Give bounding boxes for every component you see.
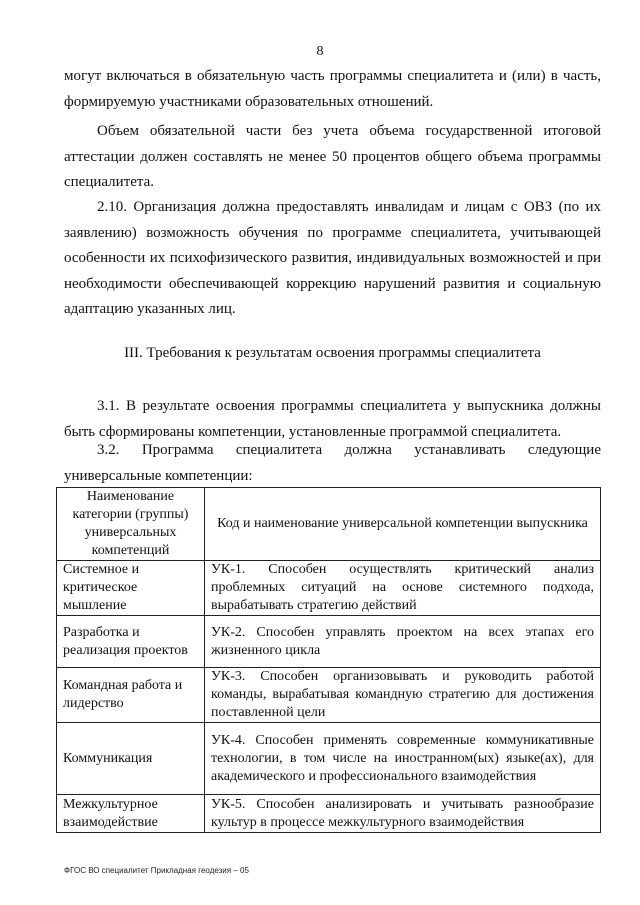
- row-competency: УК-5. Способен анализировать и учитывать разнообразие культур в процессе межкультурного взаимодействия: [205, 795, 601, 833]
- row-category: Командная работа и лидерство: [57, 668, 205, 723]
- row-category: Межкультурное взаимодействие: [57, 795, 205, 833]
- table-row: [57, 723, 601, 795]
- row-competency: УК-1. Способен осуществлять критический анализ проблемных ситуаций на основе системного подхода, вырабатывать стратегию действий: [205, 561, 601, 616]
- row-category: Системное и критическое мышление: [57, 561, 205, 616]
- table-header-row: [57, 488, 601, 561]
- competencies-table: [56, 487, 601, 833]
- row-competency: УК-2. Способен управлять проектом на всех этапах его жизненного цикла: [205, 616, 601, 668]
- page-number: 8: [316, 44, 324, 59]
- header-code: Код и наименование универсальной компетенции выпускника: [205, 488, 601, 561]
- row-competency: УК-3. Способен организовывать и руководить работой команды, вырабатывая командную стратегию для достижения поставленной цели: [205, 668, 601, 723]
- paragraph-continuation: могут включаться в обязательную часть программы специалитета и (или) в часть, формируемую участниками образовательных отношений.: [64, 68, 601, 110]
- table-row: [57, 795, 601, 833]
- page-footer: ФГОС ВО специалитет Прикладная геодезия – 05: [64, 866, 249, 875]
- paragraph-mandatory-part: Объем обязательной части без учета объема государственной итоговой аттестации должен составлять не менее 50 процентов общего объема программы специалитета.: [64, 123, 601, 190]
- paragraph-2-10: 2.10. Организация должна предоставлять инвалидам и лицам с ОВЗ (по их заявлению) возможность обучения по программе специалитета, учитывающей особенности их психофизического развития, индивидуальных возможностей и при необходимости обеспечивающей коррекцию нарушений развития и социальную адаптацию указанных лиц.: [64, 199, 601, 317]
- table-row: [57, 561, 601, 616]
- row-category: Разработка и реализация проектов: [57, 616, 205, 668]
- table-row: [57, 616, 601, 668]
- row-competency: УК-4. Способен применять современные коммуникативные технологии, в том числе на иностранном(ых) языке(ах), для академического и профессионального взаимодействия: [205, 723, 601, 795]
- table-row: [57, 668, 601, 723]
- paragraph-3-1: 3.1. В результате освоения программы специалитета у выпускника должны быть сформированы компетенции, установленные программой специалитета.: [64, 398, 601, 440]
- header-category: Наименование категории (группы) универсальных компетенций: [57, 488, 205, 561]
- section-heading: III. Требования к результатам освоения программы специалитета: [124, 345, 541, 361]
- paragraph-3-2: 3.2. Программа специалитета должна устанавливать следующие универсальные компетенции:: [64, 442, 601, 484]
- row-category: Коммуникация: [57, 723, 205, 795]
